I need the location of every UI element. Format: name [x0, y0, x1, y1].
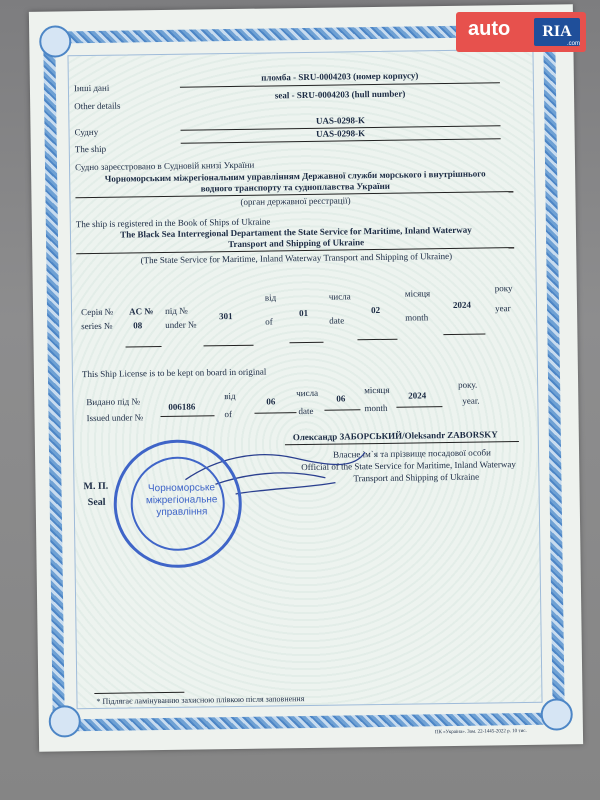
registration-caption-en: (The State Service for Maritime, Inland Waterway Transport and Shipping of Ukraine): [140, 250, 453, 266]
registered-intro-ua: Судно зареєстровано в Судновій книзі України: [74, 159, 255, 173]
issued-year-label-ua: року.: [458, 379, 478, 390]
other-details-value-en: seal - SRU-0004203 (hull number): [274, 88, 406, 101]
of-label-ua: від: [264, 292, 277, 303]
ship-label-ua: Судну: [74, 126, 99, 138]
issued-date-label-en: date: [298, 405, 314, 417]
kept-on-board-note: This Ship License is to be kept on board in original: [81, 366, 267, 380]
license-document: [29, 4, 583, 752]
year-label-ua: року: [494, 283, 513, 294]
date-label-en: date: [329, 315, 345, 326]
month-label-en: month: [405, 312, 429, 323]
issued-date-value: 06: [336, 393, 346, 404]
date-label-ua: числа: [328, 291, 351, 302]
registration-caption-ua: (орган державної реєстрації): [240, 195, 351, 207]
issued-label-ua: Видано під №: [86, 396, 141, 408]
printer-note: ПК «Україна». Зам. 22-1445-2022 р. 10 тис.: [434, 728, 527, 736]
issued-date-label-ua: числа: [296, 387, 319, 399]
registered-intro-en: The ship is registered in the Book of Ships of Ukraine: [75, 216, 271, 230]
month-label-ua: місяця: [404, 288, 431, 299]
registration-authority-en-1: The Black Sea Interregional Departament the State Service for Maritime, Inland Waterway: [120, 224, 472, 240]
series-value-1: AC №: [128, 306, 154, 317]
corner-ornament-icon: [541, 698, 573, 730]
issued-year-label-en: year.: [462, 395, 480, 406]
issued-of-label-ua: від: [224, 390, 236, 402]
logo-domain-text: .com: [566, 41, 580, 47]
registration-authority-ua-2: водного транспорту та судноплавства України: [200, 180, 391, 194]
ship-label-en: The ship: [74, 143, 107, 155]
series-value-2: 08: [133, 320, 143, 331]
official-caption-en-2: Transport and Shipping of Ukraine: [353, 471, 480, 484]
of-value: 01: [299, 307, 309, 319]
footnote: * Підлягає ламінуванню захисною плівкою після заповнення: [96, 694, 305, 706]
year-value: 2024: [452, 299, 472, 310]
under-label-en: under №: [165, 319, 197, 330]
under-label-ua: під №: [164, 305, 188, 316]
seal-label-en: Seal: [87, 496, 106, 509]
series-label-ua: Серія №: [80, 306, 114, 318]
issued-value: 006186: [168, 401, 196, 412]
official-caption-en-1: Official of the State Service for Maritime, Inland Waterway: [301, 459, 516, 473]
autoria-watermark-logo: [456, 12, 586, 52]
issued-month-label-en: month: [364, 402, 388, 414]
year-label-en: year: [494, 303, 511, 314]
seal-label-ua: М. П.: [83, 480, 109, 493]
series-label-en: series №: [81, 320, 113, 332]
stamp-text: Чорноморське міжрегіональне управління: [145, 482, 218, 519]
ship-value-1: UAS-0298-K: [315, 115, 365, 126]
other-details-value-ua: пломба - SRU-0004203 (номер корпусу): [261, 70, 419, 83]
registration-authority-ua-1: Чорноморським міжрегіональним управлінням Державної служби морського і внутрішнього: [104, 168, 486, 184]
issued-of-label-en: of: [224, 409, 233, 420]
under-value: 301: [219, 311, 233, 322]
of-label-en: of: [265, 316, 273, 327]
other-details-label-en: Other details: [74, 100, 121, 112]
issued-label-en: Issued under №: [86, 412, 144, 424]
other-details-label-ua: Інші дані: [73, 82, 110, 94]
corner-ornament-icon: [49, 705, 81, 737]
issued-of-value: 06: [266, 396, 276, 407]
official-caption-ua: Власне ім`я та прізвище посадової особи: [333, 447, 491, 460]
issued-year-value: 2024: [408, 390, 427, 401]
ship-value-2: UAS-0298-K: [316, 128, 366, 139]
date-value: 02: [370, 304, 381, 316]
logo-ria-text: RIA: [534, 18, 580, 46]
official-name: Олександр ЗАБОРСЬКИЙ/Oleksandr ZABORSKY: [292, 429, 498, 443]
registration-authority-en-2: Transport and Shipping of Ukraine: [228, 237, 365, 250]
issued-month-label-ua: місяця: [364, 384, 390, 396]
logo-brand-text: auto: [468, 18, 511, 40]
